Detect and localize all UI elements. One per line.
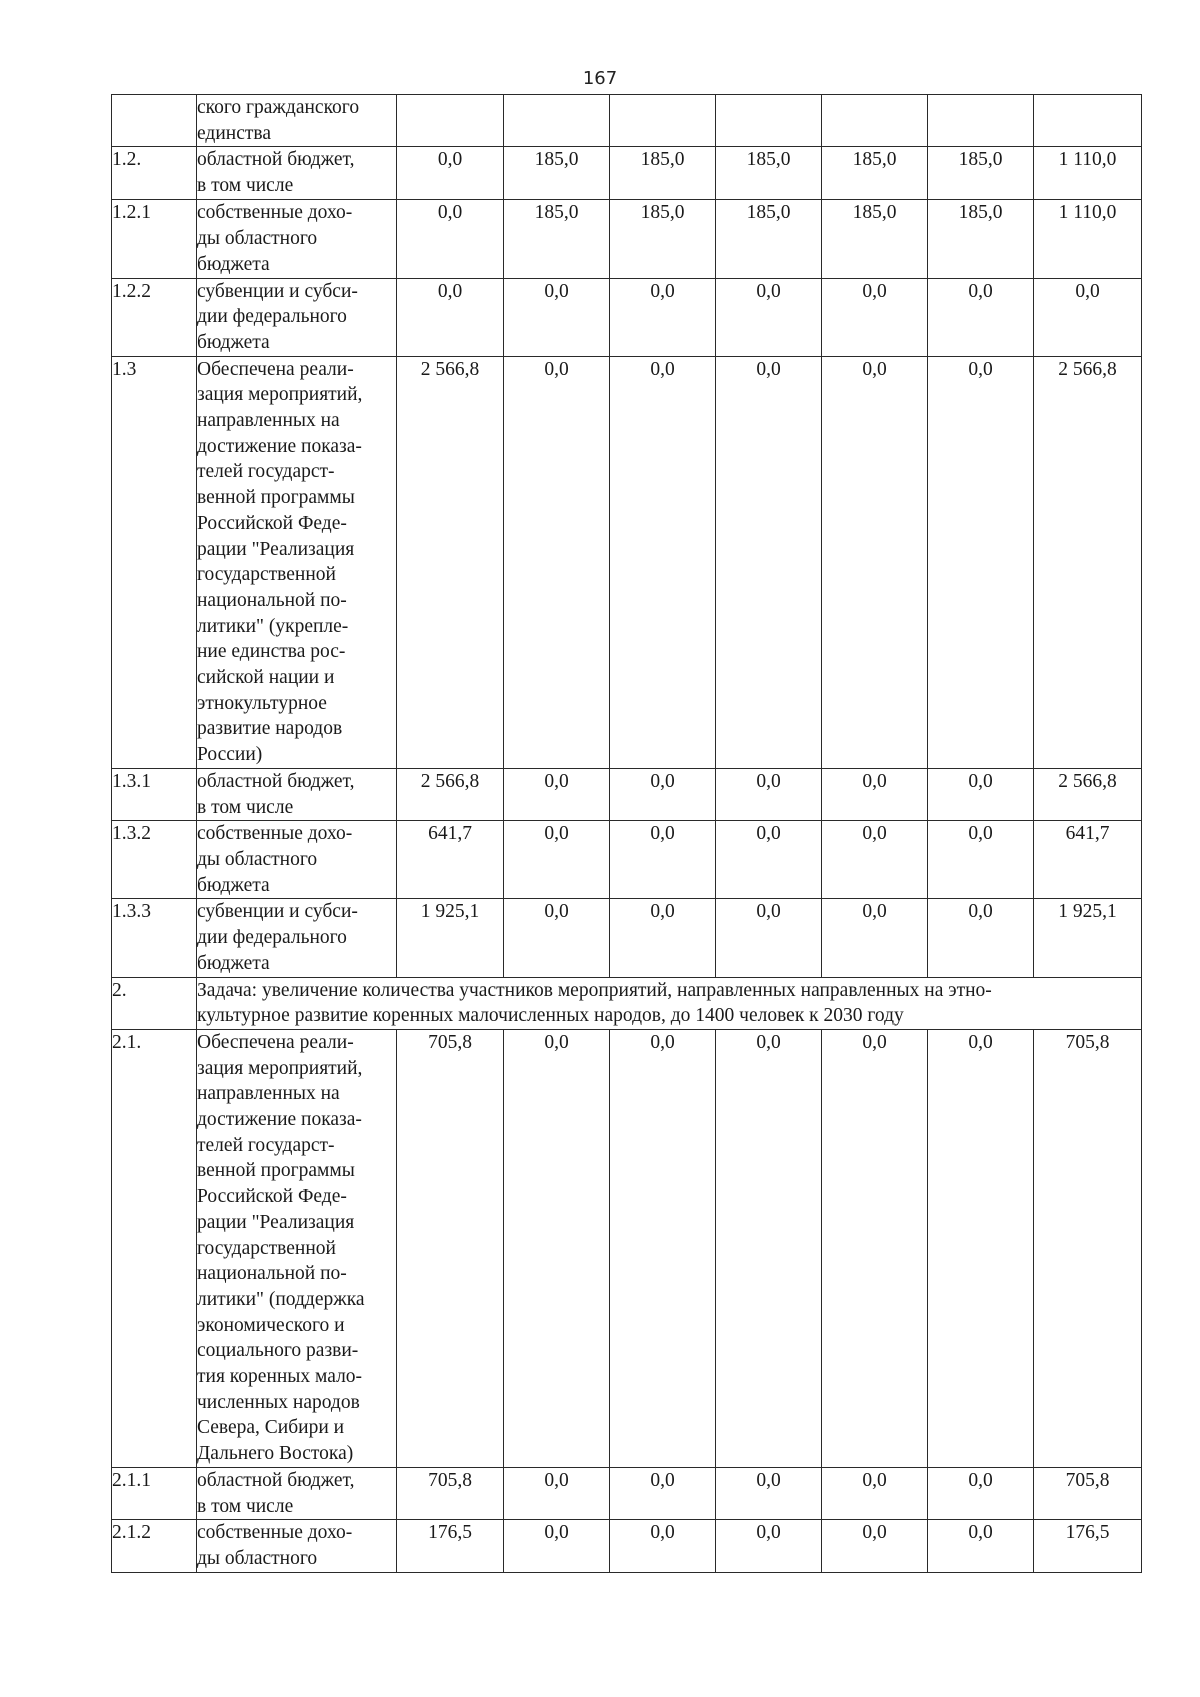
year-value: 185,0	[610, 200, 716, 278]
budget-table	[111, 94, 1142, 1573]
year-value: 0,0	[822, 356, 928, 768]
year-value: 0,0	[610, 821, 716, 899]
year-value: 1 925,1	[397, 899, 504, 977]
row-number: 2.1.1	[112, 1467, 197, 1519]
row-number: 1.2.1	[112, 200, 197, 278]
year-value: 0,0	[610, 1520, 716, 1572]
year-value: 0,0	[822, 821, 928, 899]
total-value: 705,8	[1034, 1467, 1142, 1519]
total-value	[1034, 95, 1142, 147]
year-value: 0,0	[928, 278, 1034, 356]
row-number: 2.	[112, 977, 197, 1029]
year-value: 0,0	[504, 1029, 610, 1467]
row-number: 1.3.2	[112, 821, 197, 899]
table-row	[112, 200, 1142, 278]
year-value: 185,0	[928, 147, 1034, 200]
table-row	[112, 95, 1142, 147]
year-value: 185,0	[504, 200, 610, 278]
year-value	[716, 95, 822, 147]
year-value: 0,0	[397, 200, 504, 278]
year-value: 0,0	[716, 356, 822, 768]
row-number: 1.3.3	[112, 899, 197, 977]
year-value: 0,0	[716, 899, 822, 977]
year-value: 185,0	[504, 147, 610, 200]
year-value: 0,0	[716, 821, 822, 899]
year-value: 0,0	[928, 1520, 1034, 1572]
total-value: 2 566,8	[1034, 356, 1142, 768]
year-value: 0,0	[716, 768, 822, 820]
year-value: 0,0	[610, 356, 716, 768]
year-value: 176,5	[397, 1520, 504, 1572]
table-row	[112, 147, 1142, 200]
table-row	[112, 1520, 1142, 1572]
table-row	[112, 1029, 1142, 1467]
total-value: 2 566,8	[1034, 768, 1142, 820]
year-value: 0,0	[822, 768, 928, 820]
year-value: 0,0	[610, 1029, 716, 1467]
row-name: Обеспечена реали- зация мероприятий, направленных на достижение показа- телей государст- венной программы Российской Феде- рации "Реализация государственной национальной по- литики" (укрепле- ние единства рос- сийской нации и этнокультурное развитие народов России)	[197, 356, 397, 768]
row-number	[112, 95, 197, 147]
year-value: 0,0	[504, 1467, 610, 1519]
row-name: собственные дохо- ды областного	[197, 1520, 397, 1572]
page-number: 167	[582, 68, 618, 89]
year-value: 0,0	[504, 1520, 610, 1572]
year-value: 0,0	[928, 356, 1034, 768]
year-value: 0,0	[822, 899, 928, 977]
year-value: 0,0	[928, 899, 1034, 977]
table-row	[112, 1467, 1142, 1519]
year-value: 185,0	[822, 147, 928, 200]
year-value	[610, 95, 716, 147]
year-value: 705,8	[397, 1467, 504, 1519]
total-value: 176,5	[1034, 1520, 1142, 1572]
year-value: 185,0	[822, 200, 928, 278]
year-value	[928, 95, 1034, 147]
year-value: 0,0	[928, 1467, 1034, 1519]
year-value: 0,0	[397, 278, 504, 356]
row-number: 2.1.	[112, 1029, 197, 1467]
row-name: областной бюджет, в том числе	[197, 768, 397, 820]
year-value: 185,0	[610, 147, 716, 200]
total-value: 1 110,0	[1034, 200, 1142, 278]
row-number: 1.2.2	[112, 278, 197, 356]
row-name: собственные дохо- ды областного бюджета	[197, 200, 397, 278]
year-value	[397, 95, 504, 147]
row-name: ского гражданского единства	[197, 95, 397, 147]
row-name: субвенции и субси- дии федерального бюджета	[197, 899, 397, 977]
table-row	[112, 821, 1142, 899]
year-value: 2 566,8	[397, 768, 504, 820]
year-value	[504, 95, 610, 147]
year-value: 0,0	[822, 1467, 928, 1519]
year-value	[822, 95, 928, 147]
year-value: 0,0	[822, 1029, 928, 1467]
total-value: 1 110,0	[1034, 147, 1142, 200]
year-value: 0,0	[716, 1467, 822, 1519]
year-value: 0,0	[504, 821, 610, 899]
row-name: Обеспечена реали- зация мероприятий, направленных на достижение показа- телей государст- венной программы Российской Феде- рации "Реализация государственной национальной по- литики" (поддержка экономического и социального разви- тия коренных мало- численных народов Севера, Сибири и Дальнего Востока)	[197, 1029, 397, 1467]
year-value: 0,0	[716, 278, 822, 356]
year-value: 0,0	[610, 768, 716, 820]
task-description: Задача: увеличение количества участников мероприятий, направленных направленных на этно- культурное развитие коренных малочисленных народов, до 1400 человек к 2030 году	[197, 977, 1142, 1029]
total-value: 1 925,1	[1034, 899, 1142, 977]
row-number: 1.2.	[112, 147, 197, 200]
row-name: собственные дохо- ды областного бюджета	[197, 821, 397, 899]
row-name: областной бюджет, в том числе	[197, 147, 397, 200]
year-value: 0,0	[928, 768, 1034, 820]
total-value: 705,8	[1034, 1029, 1142, 1467]
year-value: 185,0	[716, 147, 822, 200]
row-name: субвенции и субси- дии федерального бюджета	[197, 278, 397, 356]
table-row	[112, 768, 1142, 820]
row-number: 1.3	[112, 356, 197, 768]
year-value: 0,0	[928, 821, 1034, 899]
table-row	[112, 977, 1142, 1029]
year-value: 705,8	[397, 1029, 504, 1467]
row-number: 1.3.1	[112, 768, 197, 820]
year-value: 0,0	[822, 1520, 928, 1572]
row-name: областной бюджет, в том числе	[197, 1467, 397, 1519]
year-value: 2 566,8	[397, 356, 504, 768]
table-row	[112, 899, 1142, 977]
year-value: 0,0	[504, 278, 610, 356]
total-value: 0,0	[1034, 278, 1142, 356]
row-number: 2.1.2	[112, 1520, 197, 1572]
table-row	[112, 278, 1142, 356]
year-value: 0,0	[928, 1029, 1034, 1467]
table-row	[112, 356, 1142, 768]
year-value: 0,0	[716, 1520, 822, 1572]
year-value: 185,0	[716, 200, 822, 278]
year-value: 0,0	[822, 278, 928, 356]
year-value: 0,0	[610, 1467, 716, 1519]
year-value: 0,0	[504, 899, 610, 977]
year-value: 0,0	[716, 1029, 822, 1467]
year-value: 0,0	[610, 899, 716, 977]
total-value: 641,7	[1034, 821, 1142, 899]
year-value: 0,0	[610, 278, 716, 356]
year-value: 0,0	[397, 147, 504, 200]
year-value: 641,7	[397, 821, 504, 899]
year-value: 0,0	[504, 356, 610, 768]
year-value: 0,0	[504, 768, 610, 820]
year-value: 185,0	[928, 200, 1034, 278]
